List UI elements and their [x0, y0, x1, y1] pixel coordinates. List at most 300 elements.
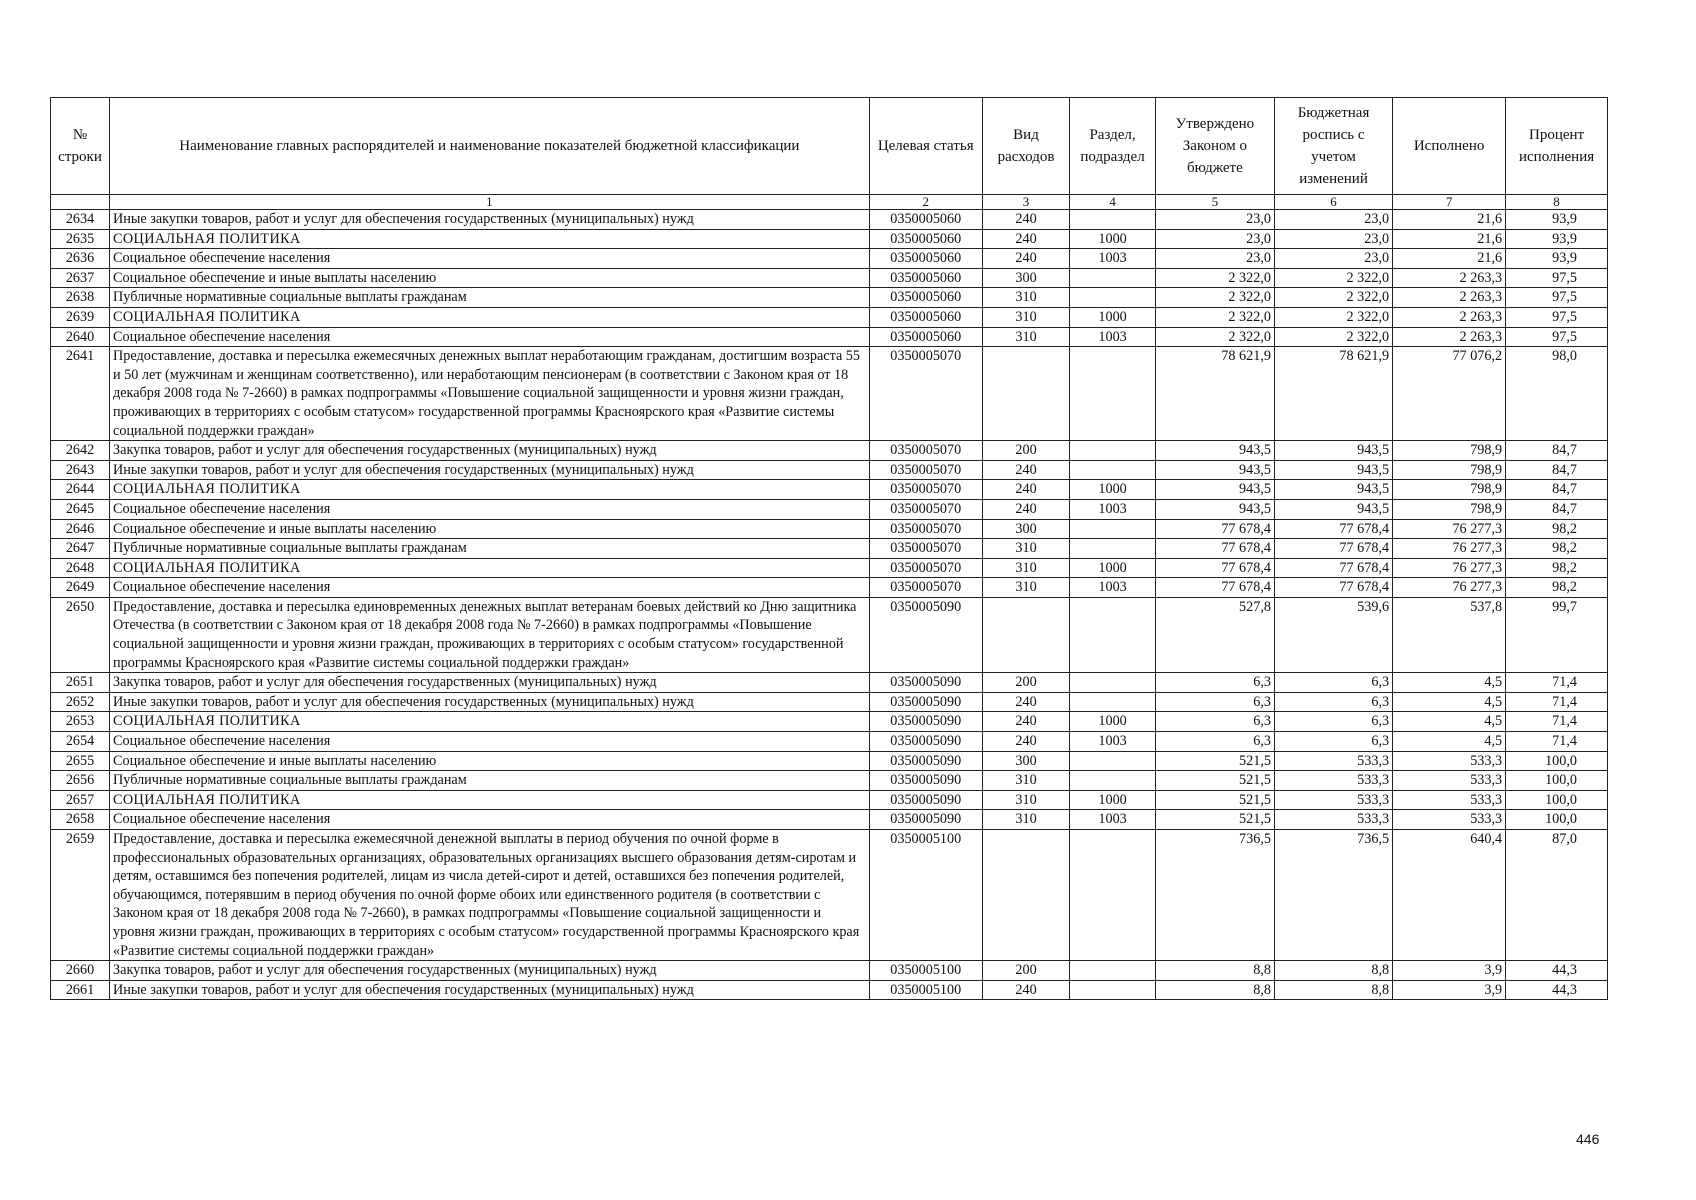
row-executed: 533,3 [1393, 810, 1506, 830]
row-target-article: 0350005060 [869, 210, 982, 230]
table-body [51, 210, 1608, 1000]
row-executed: 21,6 [1393, 249, 1506, 269]
row-expense-type: 310 [982, 810, 1070, 830]
row-approved: 527,8 [1155, 597, 1274, 672]
row-number: 2642 [51, 441, 110, 461]
row-name: Публичные нормативные социальные выплаты гражданам [110, 771, 870, 791]
row-budget-schedule: 736,5 [1274, 830, 1392, 961]
row-number: 2656 [51, 771, 110, 791]
row-budget-schedule: 8,8 [1274, 961, 1392, 981]
row-budget-schedule: 2 322,0 [1274, 288, 1392, 308]
row-target-article: 0350005070 [869, 578, 982, 598]
row-number: 2647 [51, 539, 110, 559]
row-name: Иные закупки товаров, работ и услуг для обеспечения государственных (муниципальных) нужд [110, 210, 870, 230]
row-section [1070, 288, 1156, 308]
row-approved: 6,3 [1155, 692, 1274, 712]
row-approved: 521,5 [1155, 751, 1274, 771]
column-number: 5 [1155, 195, 1274, 210]
row-approved: 77 678,4 [1155, 558, 1274, 578]
row-approved: 943,5 [1155, 480, 1274, 500]
row-budget-schedule: 943,5 [1274, 480, 1392, 500]
row-number: 2638 [51, 288, 110, 308]
row-budget-schedule: 23,0 [1274, 249, 1392, 269]
row-section: 1000 [1070, 229, 1156, 249]
table-row [51, 519, 1608, 539]
row-percent: 71,4 [1506, 673, 1608, 693]
row-executed: 2 263,3 [1393, 327, 1506, 347]
row-target-article: 0350005060 [869, 249, 982, 269]
row-target-article: 0350005060 [869, 268, 982, 288]
row-expense-type: 240 [982, 712, 1070, 732]
row-section [1070, 597, 1156, 672]
row-approved: 6,3 [1155, 673, 1274, 693]
row-number: 2650 [51, 597, 110, 672]
row-target-article: 0350005090 [869, 732, 982, 752]
row-approved: 943,5 [1155, 460, 1274, 480]
row-executed: 76 277,3 [1393, 539, 1506, 559]
row-approved: 2 322,0 [1155, 327, 1274, 347]
row-expense-type: 240 [982, 480, 1070, 500]
row-percent: 100,0 [1506, 810, 1608, 830]
row-budget-schedule: 943,5 [1274, 499, 1392, 519]
row-target-article: 0350005090 [869, 692, 982, 712]
row-number: 2637 [51, 268, 110, 288]
table-row [51, 499, 1608, 519]
row-expense-type: 310 [982, 790, 1070, 810]
row-expense-type: 300 [982, 519, 1070, 539]
row-target-article: 0350005100 [869, 830, 982, 961]
row-number: 2657 [51, 790, 110, 810]
row-number: 2644 [51, 480, 110, 500]
table-row [51, 578, 1608, 598]
row-percent: 98,0 [1506, 347, 1608, 441]
row-name: Иные закупки товаров, работ и услуг для обеспечения государственных (муниципальных) нужд [110, 980, 870, 1000]
row-executed: 2 263,3 [1393, 288, 1506, 308]
row-percent: 84,7 [1506, 460, 1608, 480]
row-number: 2645 [51, 499, 110, 519]
row-expense-type: 300 [982, 268, 1070, 288]
row-executed: 798,9 [1393, 480, 1506, 500]
row-percent: 44,3 [1506, 980, 1608, 1000]
row-budget-schedule: 943,5 [1274, 441, 1392, 461]
row-percent: 93,9 [1506, 249, 1608, 269]
row-executed: 21,6 [1393, 229, 1506, 249]
table-row [51, 460, 1608, 480]
row-executed: 76 277,3 [1393, 578, 1506, 598]
table-row [51, 347, 1608, 441]
row-expense-type [982, 597, 1070, 672]
budget-execution-table [50, 97, 1608, 1000]
row-budget-schedule: 78 621,9 [1274, 347, 1392, 441]
row-approved: 521,5 [1155, 771, 1274, 791]
row-approved: 6,3 [1155, 732, 1274, 752]
row-number: 2658 [51, 810, 110, 830]
row-name: Предоставление, доставка и пересылка ежемесячных денежных выплат неработающим гражданам, достигшим возраста 55 и 50 лет (мужчинам и женщинам соответственно), или неработающим пенсионерам (в соответствии с Законом края от 18 декабря 2008 года № 7-2660) в рамках подпрограммы «Повышение социальной защищенности и уровня жизни граждан, проживающих в территориях с особым статусом» государственной программы Красноярского края «Развитие системы социальной поддержки граждан» [110, 347, 870, 441]
row-budget-schedule: 8,8 [1274, 980, 1392, 1000]
row-section [1070, 210, 1156, 230]
row-section [1070, 347, 1156, 441]
row-budget-schedule: 6,3 [1274, 712, 1392, 732]
table-row [51, 692, 1608, 712]
row-target-article: 0350005060 [869, 288, 982, 308]
row-percent: 87,0 [1506, 830, 1608, 961]
row-executed: 2 263,3 [1393, 268, 1506, 288]
row-percent: 100,0 [1506, 790, 1608, 810]
row-expense-type: 200 [982, 961, 1070, 981]
row-percent: 71,4 [1506, 692, 1608, 712]
table-row [51, 249, 1608, 269]
column-number: 7 [1393, 195, 1506, 210]
table-row [51, 597, 1608, 672]
row-target-article: 0350005060 [869, 307, 982, 327]
row-target-article: 0350005100 [869, 980, 982, 1000]
row-approved: 77 678,4 [1155, 539, 1274, 559]
row-expense-type: 200 [982, 673, 1070, 693]
row-budget-schedule: 533,3 [1274, 810, 1392, 830]
row-target-article: 0350005090 [869, 751, 982, 771]
table-row [51, 307, 1608, 327]
row-expense-type: 240 [982, 732, 1070, 752]
row-number: 2654 [51, 732, 110, 752]
row-executed: 4,5 [1393, 692, 1506, 712]
row-executed: 798,9 [1393, 441, 1506, 461]
row-section [1070, 519, 1156, 539]
row-approved: 521,5 [1155, 810, 1274, 830]
row-name: СОЦИАЛЬНАЯ ПОЛИТИКА [110, 558, 870, 578]
table-row [51, 480, 1608, 500]
row-percent: 71,4 [1506, 732, 1608, 752]
row-approved: 2 322,0 [1155, 268, 1274, 288]
row-number: 2651 [51, 673, 110, 693]
row-name: Предоставление, доставка и пересылка ежемесячной денежной выплаты в период обучения по очной форме в профессиональных образовательных организациях, образовательных организациях высшего образования детям-сиротам и детям, оставшимся без попечения родителей, лицам из числа детей-сирот и детей, оставшихся без попечения родителей, обучающимся, потерявшим в период обучения по очной форме обоих или единственного родителя (в соответствии с Законом края от 18 декабря 2008 года № 7-2660), в рамках подпрограммы «Повышение социальной защищенности и уровня жизни граждан, проживающих в территориях с особым статусом» государственной программы Красноярского края «Развитие системы социальной поддержки граждан» [110, 830, 870, 961]
row-expense-type: 310 [982, 771, 1070, 791]
row-percent: 98,2 [1506, 519, 1608, 539]
row-executed: 537,8 [1393, 597, 1506, 672]
column-number: 2 [869, 195, 982, 210]
row-name: Социальное обеспечение населения [110, 249, 870, 269]
row-name: Социальное обеспечение населения [110, 732, 870, 752]
table-row [51, 790, 1608, 810]
row-section: 1000 [1070, 480, 1156, 500]
row-section: 1003 [1070, 732, 1156, 752]
row-executed: 640,4 [1393, 830, 1506, 961]
table-row [51, 732, 1608, 752]
row-name: Социальное обеспечение и иные выплаты населению [110, 519, 870, 539]
row-percent: 98,2 [1506, 539, 1608, 559]
header-name: Наименование главных распорядителей и наименование показателей бюджетной классификации [110, 98, 870, 195]
row-percent: 98,2 [1506, 558, 1608, 578]
row-expense-type [982, 347, 1070, 441]
row-percent: 97,5 [1506, 268, 1608, 288]
row-section: 1000 [1070, 790, 1156, 810]
row-executed: 77 076,2 [1393, 347, 1506, 441]
row-approved: 23,0 [1155, 210, 1274, 230]
row-target-article: 0350005090 [869, 673, 982, 693]
row-budget-schedule: 533,3 [1274, 771, 1392, 791]
page-number: 446 [1576, 1131, 1600, 1147]
row-name: СОЦИАЛЬНАЯ ПОЛИТИКА [110, 480, 870, 500]
row-target-article: 0350005090 [869, 790, 982, 810]
table-row [51, 673, 1608, 693]
row-name: Социальное обеспечение и иные выплаты населению [110, 268, 870, 288]
row-target-article: 0350005070 [869, 480, 982, 500]
row-section [1070, 771, 1156, 791]
table-row [51, 961, 1608, 981]
row-number: 2634 [51, 210, 110, 230]
row-target-article: 0350005070 [869, 539, 982, 559]
row-executed: 798,9 [1393, 499, 1506, 519]
row-name: Социальное обеспечение населения [110, 499, 870, 519]
row-percent: 97,5 [1506, 307, 1608, 327]
row-section [1070, 692, 1156, 712]
row-number: 2639 [51, 307, 110, 327]
row-percent: 99,7 [1506, 597, 1608, 672]
header-row-no: № строки [51, 98, 110, 195]
row-approved: 8,8 [1155, 980, 1274, 1000]
row-executed: 533,3 [1393, 751, 1506, 771]
table-row [51, 229, 1608, 249]
row-section [1070, 751, 1156, 771]
table-row [51, 751, 1608, 771]
row-budget-schedule: 23,0 [1274, 210, 1392, 230]
row-budget-schedule: 539,6 [1274, 597, 1392, 672]
header-executed: Исполнено [1393, 98, 1506, 195]
row-executed: 798,9 [1393, 460, 1506, 480]
column-number: 4 [1070, 195, 1156, 210]
row-target-article: 0350005070 [869, 558, 982, 578]
table-row [51, 288, 1608, 308]
header-percent: Процент исполнения [1506, 98, 1608, 195]
row-budget-schedule: 77 678,4 [1274, 558, 1392, 578]
header-expense-type: Вид расходов [982, 98, 1070, 195]
table-row [51, 830, 1608, 961]
row-name: СОЦИАЛЬНАЯ ПОЛИТИКА [110, 790, 870, 810]
row-name: СОЦИАЛЬНАЯ ПОЛИТИКА [110, 229, 870, 249]
row-expense-type: 240 [982, 692, 1070, 712]
row-expense-type: 240 [982, 980, 1070, 1000]
row-target-article: 0350005070 [869, 460, 982, 480]
row-expense-type: 310 [982, 578, 1070, 598]
row-expense-type: 310 [982, 288, 1070, 308]
row-name: Предоставление, доставка и пересылка единовременных денежных выплат ветеранам боевых действий ко Дню защитника Отечества (в соответствии с Законом края от 18 декабря 2008 года № 7-2660) в рамках подпрограммы «Повышение социальной защищенности и уровня жизни граждан, проживающих в территориях с особым статусом» государственной программы Красноярского края «Развитие системы социальной поддержки граждан» [110, 597, 870, 672]
row-percent: 44,3 [1506, 961, 1608, 981]
row-target-article: 0350005090 [869, 712, 982, 732]
row-budget-schedule: 2 322,0 [1274, 327, 1392, 347]
row-percent: 93,9 [1506, 210, 1608, 230]
row-section [1070, 673, 1156, 693]
column-number [51, 195, 110, 210]
row-name: СОЦИАЛЬНАЯ ПОЛИТИКА [110, 712, 870, 732]
row-target-article: 0350005070 [869, 499, 982, 519]
row-percent: 93,9 [1506, 229, 1608, 249]
row-section [1070, 980, 1156, 1000]
row-section: 1003 [1070, 327, 1156, 347]
row-budget-schedule: 6,3 [1274, 673, 1392, 693]
table-row [51, 268, 1608, 288]
row-section: 1003 [1070, 810, 1156, 830]
row-target-article: 0350005090 [869, 771, 982, 791]
row-expense-type [982, 830, 1070, 961]
row-number: 2661 [51, 980, 110, 1000]
row-executed: 4,5 [1393, 673, 1506, 693]
column-numbers-row [51, 195, 1608, 210]
row-approved: 23,0 [1155, 229, 1274, 249]
row-number: 2636 [51, 249, 110, 269]
row-number: 2641 [51, 347, 110, 441]
row-section: 1000 [1070, 712, 1156, 732]
row-section [1070, 268, 1156, 288]
row-name: Социальное обеспечение и иные выплаты населению [110, 751, 870, 771]
row-approved: 943,5 [1155, 441, 1274, 461]
row-target-article: 0350005060 [869, 327, 982, 347]
row-section [1070, 830, 1156, 961]
row-executed: 2 263,3 [1393, 307, 1506, 327]
row-expense-type: 240 [982, 210, 1070, 230]
row-name: Закупка товаров, работ и услуг для обеспечения государственных (муниципальных) нужд [110, 673, 870, 693]
row-name: Иные закупки товаров, работ и услуг для обеспечения государственных (муниципальных) нужд [110, 460, 870, 480]
row-expense-type: 240 [982, 499, 1070, 519]
row-approved: 521,5 [1155, 790, 1274, 810]
table-row [51, 712, 1608, 732]
row-executed: 21,6 [1393, 210, 1506, 230]
row-target-article: 0350005100 [869, 961, 982, 981]
row-name: СОЦИАЛЬНАЯ ПОЛИТИКА [110, 307, 870, 327]
row-target-article: 0350005090 [869, 597, 982, 672]
row-target-article: 0350005090 [869, 810, 982, 830]
table-row [51, 810, 1608, 830]
row-percent: 71,4 [1506, 712, 1608, 732]
row-budget-schedule: 6,3 [1274, 692, 1392, 712]
row-number: 2635 [51, 229, 110, 249]
row-percent: 84,7 [1506, 480, 1608, 500]
row-budget-schedule: 23,0 [1274, 229, 1392, 249]
column-number: 1 [110, 195, 870, 210]
row-executed: 533,3 [1393, 790, 1506, 810]
row-approved: 2 322,0 [1155, 307, 1274, 327]
row-approved: 78 621,9 [1155, 347, 1274, 441]
row-name: Закупка товаров, работ и услуг для обеспечения государственных (муниципальных) нужд [110, 441, 870, 461]
header-target-article: Целевая статья [869, 98, 982, 195]
row-budget-schedule: 943,5 [1274, 460, 1392, 480]
row-target-article: 0350005060 [869, 229, 982, 249]
row-number: 2646 [51, 519, 110, 539]
row-executed: 76 277,3 [1393, 519, 1506, 539]
row-executed: 76 277,3 [1393, 558, 1506, 578]
row-budget-schedule: 2 322,0 [1274, 307, 1392, 327]
row-name: Социальное обеспечение населения [110, 578, 870, 598]
row-expense-type: 310 [982, 558, 1070, 578]
row-expense-type: 200 [982, 441, 1070, 461]
row-budget-schedule: 77 678,4 [1274, 539, 1392, 559]
row-approved: 943,5 [1155, 499, 1274, 519]
row-expense-type: 310 [982, 539, 1070, 559]
row-expense-type: 240 [982, 460, 1070, 480]
row-expense-type: 300 [982, 751, 1070, 771]
row-number: 2648 [51, 558, 110, 578]
row-percent: 97,5 [1506, 288, 1608, 308]
row-budget-schedule: 6,3 [1274, 732, 1392, 752]
row-approved: 2 322,0 [1155, 288, 1274, 308]
row-percent: 97,5 [1506, 327, 1608, 347]
row-percent: 98,2 [1506, 578, 1608, 598]
row-executed: 3,9 [1393, 961, 1506, 981]
row-section: 1003 [1070, 578, 1156, 598]
row-expense-type: 240 [982, 229, 1070, 249]
column-number: 6 [1274, 195, 1392, 210]
row-approved: 77 678,4 [1155, 519, 1274, 539]
row-section: 1003 [1070, 499, 1156, 519]
header-approved: Утверждено Законом о бюджете [1155, 98, 1274, 195]
row-budget-schedule: 533,3 [1274, 790, 1392, 810]
row-section [1070, 539, 1156, 559]
row-budget-schedule: 2 322,0 [1274, 268, 1392, 288]
row-section: 1000 [1070, 307, 1156, 327]
table-row [51, 210, 1608, 230]
column-number: 3 [982, 195, 1070, 210]
row-number: 2649 [51, 578, 110, 598]
table-row [51, 558, 1608, 578]
row-percent: 100,0 [1506, 751, 1608, 771]
row-percent: 84,7 [1506, 499, 1608, 519]
row-approved: 77 678,4 [1155, 578, 1274, 598]
row-executed: 4,5 [1393, 732, 1506, 752]
row-approved: 8,8 [1155, 961, 1274, 981]
row-approved: 6,3 [1155, 712, 1274, 732]
row-name: Публичные нормативные социальные выплаты гражданам [110, 539, 870, 559]
row-number: 2659 [51, 830, 110, 961]
row-expense-type: 310 [982, 327, 1070, 347]
row-section [1070, 961, 1156, 981]
row-target-article: 0350005070 [869, 347, 982, 441]
column-number: 8 [1506, 195, 1608, 210]
row-name: Публичные нормативные социальные выплаты гражданам [110, 288, 870, 308]
table-row [51, 441, 1608, 461]
row-number: 2643 [51, 460, 110, 480]
row-percent: 84,7 [1506, 441, 1608, 461]
row-executed: 4,5 [1393, 712, 1506, 732]
table-row [51, 327, 1608, 347]
table-row [51, 539, 1608, 559]
table-row [51, 771, 1608, 791]
budget-table-page [50, 97, 1608, 1000]
row-name: Закупка товаров, работ и услуг для обеспечения государственных (муниципальных) нужд [110, 961, 870, 981]
row-section: 1003 [1070, 249, 1156, 269]
row-budget-schedule: 77 678,4 [1274, 578, 1392, 598]
row-number: 2640 [51, 327, 110, 347]
row-budget-schedule: 533,3 [1274, 751, 1392, 771]
header-section: Раздел, подраздел [1070, 98, 1156, 195]
row-expense-type: 240 [982, 249, 1070, 269]
row-percent: 100,0 [1506, 771, 1608, 791]
row-section [1070, 460, 1156, 480]
row-number: 2655 [51, 751, 110, 771]
row-executed: 533,3 [1393, 771, 1506, 791]
header-budget-schedule: Бюджетная роспись с учетом изменений [1274, 98, 1392, 195]
row-target-article: 0350005070 [869, 441, 982, 461]
row-section: 1000 [1070, 558, 1156, 578]
row-number: 2660 [51, 961, 110, 981]
row-approved: 23,0 [1155, 249, 1274, 269]
row-name: Иные закупки товаров, работ и услуг для обеспечения государственных (муниципальных) нужд [110, 692, 870, 712]
row-approved: 736,5 [1155, 830, 1274, 961]
row-number: 2652 [51, 692, 110, 712]
row-name: Социальное обеспечение населения [110, 810, 870, 830]
row-number: 2653 [51, 712, 110, 732]
row-target-article: 0350005070 [869, 519, 982, 539]
row-section [1070, 441, 1156, 461]
row-executed: 3,9 [1393, 980, 1506, 1000]
table-row [51, 980, 1608, 1000]
